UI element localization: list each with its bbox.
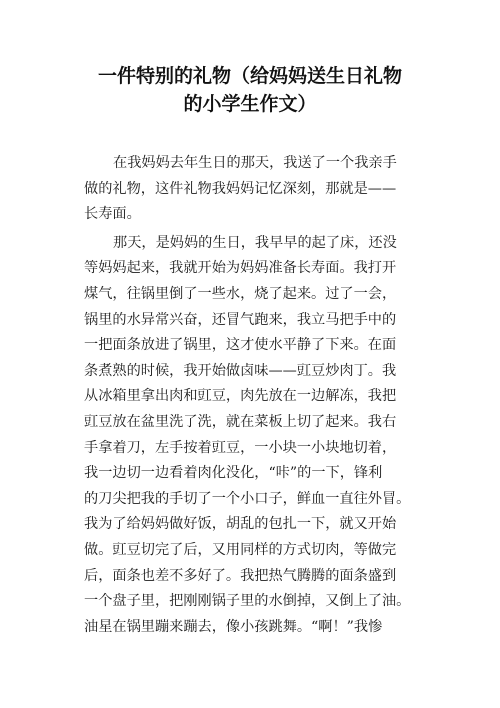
paragraph-2 xyxy=(84,231,424,641)
text-line: 豇豆放在盆里洗了洗，就在菜板上切了起来。我右 xyxy=(84,413,397,430)
text-line: 条煮熟的时候，我开始做卤味——豇豆炒肉丁。我 xyxy=(84,362,397,379)
text-line: 锅里的水异常兴奋，还冒气跑来，我立马把手中的 xyxy=(84,311,397,328)
title-line-2: 的小学生作文） xyxy=(183,93,317,115)
text-line: 在我妈妈去年生日的那天，我送了一个我亲手 xyxy=(113,155,397,171)
paragraph-1 xyxy=(84,151,424,228)
text-line: 我为了给妈妈做好饭，胡乱的包扎一下，就又开始 xyxy=(84,516,397,533)
text-line: 油星在锅里蹦来蹦去，像小孩跳舞。“啊！”我惨 xyxy=(84,618,383,635)
title-line-1: 一件特别的礼物（给妈妈送生日礼物 xyxy=(97,65,402,87)
text-line: 手拿着刀，左手按着豇豆，一小块一小块地切着， xyxy=(84,439,397,456)
text-line: 后，面条也差不多好了。我把热气腾腾的面条盛到 xyxy=(84,567,397,584)
text-line: 一把面条放进了锅里，这才使水平静了下来。在面 xyxy=(84,337,397,354)
text-line: 煤气，往锅里倒了一些水，烧了起来。过了一会， xyxy=(84,285,397,302)
text-line: 从冰箱里拿出肉和豇豆，肉先放在一边解冻，我把 xyxy=(84,388,397,405)
article-title xyxy=(60,62,440,118)
text-line: 那天，是妈妈的生日，我早早的起了床，还没 xyxy=(113,234,397,251)
text-line: 做的礼物，这件礼物我妈妈记忆深刻，那就是—— xyxy=(84,180,397,197)
article-body xyxy=(84,151,424,640)
text-line: 我一边切一边看着肉化没化，“咔”的一下，锋利 xyxy=(84,465,383,482)
text-line: 长寿面。 xyxy=(84,206,141,223)
text-line: 做。豇豆切完了后，又用同样的方式切肉，等做完 xyxy=(84,541,397,558)
text-line: 等妈妈起来，我就开始为妈妈准备长寿面。我打开 xyxy=(84,260,397,277)
text-line: 一个盘子里，把刚刚锅子里的水倒掉，又倒上了油。 xyxy=(84,593,411,610)
text-line: 的刀尖把我的手切了一个小口子，鲜血一直往外冒。 xyxy=(84,490,411,507)
